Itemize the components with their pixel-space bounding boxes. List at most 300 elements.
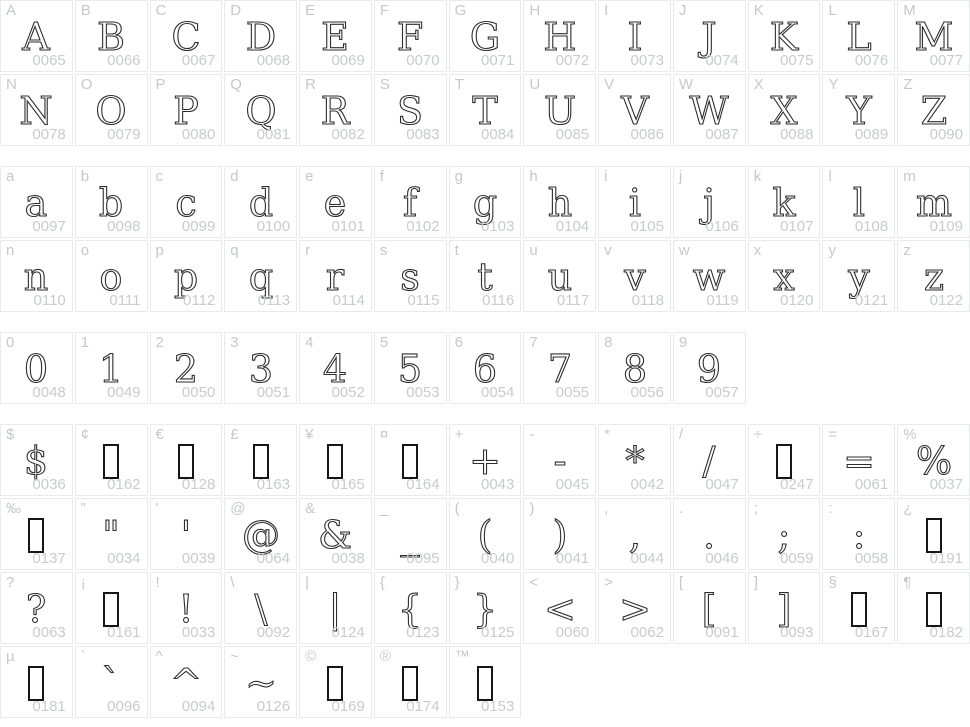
glyph-code: 0182	[929, 624, 963, 641]
glyph-cell-0034	[75, 498, 148, 570]
glyph-code: 0033	[181, 624, 216, 641]
glyph-outline: '	[180, 513, 192, 557]
glyph-code: 0042	[630, 476, 664, 493]
glyph-code: 0153	[481, 698, 515, 715]
glyph-outline: 4	[323, 347, 348, 391]
glyph-code: 0089	[854, 126, 889, 143]
glyph-char-label: =	[828, 426, 838, 443]
glyph-outline: !	[178, 587, 194, 631]
glyph-code: 0163	[256, 476, 291, 493]
glyph-char-label: >	[604, 574, 613, 591]
glyph-code: 0122	[929, 292, 963, 309]
glyph-outline: p	[173, 255, 199, 299]
glyph-cell-0247	[748, 424, 821, 496]
glyph-char-label: 5	[379, 334, 389, 351]
glyph-cell-0098	[75, 166, 148, 238]
glyph-cell-0041	[523, 498, 596, 570]
glyph-cell-0104	[523, 166, 596, 238]
glyph-cell-0053	[374, 332, 447, 404]
glyph-outline: (	[477, 513, 493, 557]
glyph-outline: I	[627, 15, 643, 59]
glyph-char-label: Y	[828, 76, 839, 93]
glyph-code: 0039	[181, 550, 216, 567]
glyph-outline: a	[25, 181, 48, 225]
glyph-code: 0088	[780, 126, 814, 143]
glyph-char-label: ^	[155, 648, 163, 665]
glyph-cell-0118	[598, 240, 671, 312]
glyph-char-label: ¿	[903, 500, 913, 517]
glyph-code: 0109	[929, 218, 963, 235]
glyph-code: 0051	[256, 384, 291, 401]
glyph-cell-0079	[75, 74, 148, 146]
glyph-code: 0117	[556, 292, 590, 309]
glyph-code: 0084	[481, 126, 515, 143]
glyph-char-label: S	[379, 76, 390, 93]
glyph-outline: y	[848, 255, 870, 299]
glyph-char-label: N	[6, 76, 17, 93]
glyph-outline: j	[703, 181, 716, 225]
glyph-code: 0081	[256, 126, 291, 143]
glyph-outline: L	[846, 15, 872, 59]
glyph-outline: x	[773, 255, 795, 299]
glyph-cell-0106	[673, 166, 746, 238]
glyph-char-label: J	[678, 2, 687, 19]
glyph-code: 0126	[256, 698, 291, 715]
glyph-outline: n	[24, 255, 49, 299]
glyph-cell-0110	[0, 240, 73, 312]
glyph-code: 0101	[331, 218, 365, 235]
glyph-cell-0088	[748, 74, 821, 146]
glyph-outline: @	[241, 513, 280, 557]
glyph-code: 0044	[630, 550, 664, 567]
glyph-code: 0191	[929, 550, 963, 567]
glyph-char-label: {	[379, 574, 385, 591]
glyph-char-label: [	[678, 574, 684, 591]
glyph-code: 0052	[331, 384, 365, 401]
glyph-cell-0064	[224, 498, 297, 570]
glyph-code: 0063	[32, 624, 66, 641]
glyph-char-label: k	[753, 168, 762, 185]
glyph-char-label: H	[529, 2, 541, 19]
glyph-cell-0121	[822, 240, 895, 312]
glyph-outline: =	[842, 439, 875, 483]
missing-glyph-box-icon	[103, 592, 119, 627]
glyph-block-uppercase	[0, 0, 970, 146]
glyph-cell-0091	[673, 572, 746, 644]
glyph-char-label: .	[678, 500, 684, 517]
glyph-outline: F	[397, 15, 424, 59]
glyph-code: 0038	[331, 550, 365, 567]
glyph-char-label: \	[230, 574, 235, 591]
glyph-cell-0107	[748, 166, 821, 238]
glyph-char-label: W	[678, 76, 694, 93]
glyph-outline: [	[701, 587, 717, 631]
glyph-char-label: 6	[454, 334, 463, 351]
glyph-cell-0080	[150, 74, 223, 146]
glyph-cell-0058	[822, 498, 895, 570]
glyph-outline: h	[547, 181, 572, 225]
glyph-char-label: g	[454, 168, 463, 185]
glyph-outline: U	[543, 89, 576, 133]
glyph-cell-0128	[150, 424, 223, 496]
glyph-code: 0124	[331, 624, 365, 641]
glyph-char-label: ®	[379, 648, 391, 665]
glyph-outline: ?	[26, 587, 47, 631]
glyph-code: 0098	[107, 218, 141, 235]
glyph-code: 0093	[780, 624, 814, 641]
glyph-outline: s	[400, 255, 420, 299]
glyph-code: 0106	[705, 218, 739, 235]
glyph-char-label: B	[80, 2, 91, 19]
glyph-outline: 8	[622, 347, 647, 391]
glyph-char-label: 7	[529, 334, 538, 351]
glyph-char-label: j	[678, 168, 683, 185]
glyph-cell-0068	[224, 0, 297, 72]
glyph-outline: u	[547, 255, 572, 299]
glyph-outline: R	[321, 89, 350, 133]
glyph-cell-0070	[374, 0, 447, 72]
glyph-cell-0100	[224, 166, 297, 238]
glyph-cell-0111	[75, 240, 148, 312]
missing-glyph-box-icon	[28, 518, 44, 553]
glyph-outline: c	[175, 181, 197, 225]
glyph-char-label: ¢	[80, 426, 90, 443]
glyph-char-label: 3	[230, 334, 239, 351]
glyph-char-label: '	[155, 500, 159, 517]
glyph-cell-0046	[673, 498, 746, 570]
glyph-outline: m	[915, 181, 952, 225]
glyph-char-label: G	[454, 2, 467, 19]
glyph-char-label: x	[753, 242, 762, 259]
glyph-code: 0085	[555, 126, 590, 143]
glyph-cell-0052	[299, 332, 372, 404]
glyph-cell-0051	[224, 332, 297, 404]
glyph-code: 0059	[780, 550, 814, 567]
glyph-char-label: V	[604, 76, 615, 93]
glyph-code: 0097	[32, 218, 66, 235]
glyph-cell-0065	[0, 0, 73, 72]
glyph-code: 0103	[481, 218, 515, 235]
glyph-cell-0096	[75, 646, 148, 718]
glyph-outline: H	[543, 15, 577, 59]
glyph-outline: q	[248, 255, 273, 299]
glyph-outline: 0	[24, 347, 49, 391]
glyph-cell-0067	[150, 0, 223, 72]
glyph-outline: f	[403, 181, 418, 225]
glyph-char-label: y	[828, 242, 836, 259]
glyph-cell-0044	[598, 498, 671, 570]
glyph-char-label: 2	[155, 334, 164, 351]
glyph-cell-0062	[598, 572, 671, 644]
glyph-char-label: ™	[454, 648, 470, 665]
glyph-outline: D	[245, 15, 276, 59]
glyph-char-label: E	[305, 2, 316, 19]
glyph-code: 0125	[481, 624, 515, 641]
glyph-cell-0164	[374, 424, 447, 496]
glyph-char-label: p	[155, 242, 164, 259]
glyph-code: 0110	[33, 292, 66, 309]
glyph-cell-0103	[449, 166, 522, 238]
glyph-outline: ;	[777, 513, 791, 557]
glyph-char-label: R	[305, 76, 316, 93]
glyph-code: 0077	[929, 52, 963, 69]
glyph-cell-0061	[822, 424, 895, 496]
glyph-outline: ]	[776, 587, 792, 631]
glyph-char-label: +	[454, 426, 464, 443]
glyph-char-label: )	[529, 500, 535, 517]
glyph-outline: &	[318, 513, 353, 557]
glyph-outline: t	[477, 255, 493, 299]
glyph-char-label: |	[305, 574, 309, 591]
glyph-cell-0109	[897, 166, 970, 238]
missing-glyph-box-icon	[477, 666, 493, 701]
glyph-code: 0043	[481, 476, 515, 493]
glyph-code: 0099	[181, 218, 216, 235]
glyph-code: 0090	[929, 126, 963, 143]
glyph-code: 0086	[630, 126, 664, 143]
glyph-char-label: ¤	[379, 426, 389, 443]
glyph-cell-0191	[897, 498, 970, 570]
glyph-cell-0125	[449, 572, 522, 644]
glyph-block-symbols	[0, 424, 970, 718]
glyph-outline: P	[173, 89, 199, 133]
glyph-cell-0181	[0, 646, 73, 718]
missing-glyph-box-icon	[402, 666, 418, 701]
glyph-cell-0078	[0, 74, 73, 146]
glyph-outline: 6	[472, 347, 498, 391]
glyph-cell-0108	[822, 166, 895, 238]
glyph-char-label: /	[678, 426, 684, 443]
glyph-code: 0128	[181, 476, 216, 493]
glyph-char-label: *	[604, 426, 610, 443]
glyph-outline: K	[769, 15, 799, 59]
glyph-outline: k	[772, 181, 796, 225]
glyph-outline: 5	[398, 347, 423, 391]
glyph-cell-0074	[673, 0, 746, 72]
glyph-char-label: £	[230, 426, 239, 443]
glyph-code: 0066	[107, 52, 141, 69]
glyph-cell-0087	[673, 74, 746, 146]
glyph-cell-0072	[523, 0, 596, 72]
glyph-char-label: A	[6, 2, 17, 19]
glyph-outline: 1	[99, 347, 124, 391]
glyph-cell-0101	[299, 166, 372, 238]
glyph-cell-0165	[299, 424, 372, 496]
glyph-cell-0075	[748, 0, 821, 72]
glyph-char-label: @	[230, 500, 246, 517]
glyph-cell-0113	[224, 240, 297, 312]
glyph-code: 0118	[631, 292, 664, 309]
glyph-outline: ~	[244, 661, 277, 705]
glyph-char-label: h	[529, 168, 538, 185]
missing-glyph-box-icon	[103, 444, 119, 479]
glyph-code: 0096	[107, 698, 141, 715]
glyph-outline: )	[552, 513, 568, 557]
glyph-outline: \	[254, 587, 268, 631]
missing-glyph-box-icon	[926, 592, 942, 627]
glyph-outline: <	[543, 587, 576, 631]
glyph-char-label: ÷	[753, 426, 762, 443]
glyph-cell-0073	[598, 0, 671, 72]
glyph-code: 0072	[555, 52, 590, 69]
glyph-outline: /	[702, 439, 716, 483]
glyph-cell-0126	[224, 646, 297, 718]
missing-glyph-box-icon	[327, 444, 343, 479]
glyph-char-label: s	[379, 242, 388, 259]
glyph-outline: $	[24, 439, 49, 483]
glyph-outline: g	[472, 181, 498, 225]
glyph-code: 0100	[256, 218, 291, 235]
glyph-code: 0040	[481, 550, 515, 567]
glyph-char-label: ,	[604, 500, 609, 517]
glyph-cell-0162	[75, 424, 148, 496]
glyph-code: 0115	[407, 292, 440, 309]
glyph-code: 0069	[331, 52, 365, 69]
glyph-code: 0092	[256, 624, 291, 641]
glyph-code: 0167	[854, 624, 889, 641]
glyph-code: 0116	[482, 292, 515, 309]
glyph-char-label: µ	[6, 648, 15, 665]
glyph-outline: A	[22, 15, 51, 59]
glyph-code: 0123	[406, 624, 440, 641]
glyph-char-label: a	[6, 168, 15, 185]
glyph-cell-0119	[673, 240, 746, 312]
glyph-char-label: 0	[6, 334, 15, 351]
glyph-code: 0137	[32, 550, 66, 567]
glyph-char-label: D	[230, 2, 242, 19]
glyph-cell-0120	[748, 240, 821, 312]
glyph-char-label: :	[828, 500, 833, 517]
glyph-cell-0069	[299, 0, 372, 72]
glyph-outline: -	[553, 439, 567, 483]
glyph-outline: O	[95, 89, 127, 133]
glyph-cell-0094	[150, 646, 223, 718]
missing-glyph-box-icon	[776, 444, 792, 479]
glyph-code: 0055	[555, 384, 590, 401]
glyph-char-label: %	[903, 426, 917, 443]
glyph-outline: 2	[173, 347, 198, 391]
glyph-outline: l	[852, 181, 865, 225]
glyph-char-label: ?	[6, 574, 15, 591]
glyph-cell-0037	[897, 424, 970, 496]
glyph-char-label: `	[80, 648, 86, 665]
glyph-outline: W	[689, 89, 729, 133]
glyph-outline: .	[703, 513, 716, 557]
glyph-cell-0056	[598, 332, 671, 404]
glyph-char-label: ¡	[80, 574, 86, 591]
glyph-code: 0067	[181, 52, 216, 69]
glyph-outline: %	[915, 439, 952, 483]
glyph-char-label: ~	[230, 648, 240, 665]
glyph-outline: r	[326, 255, 345, 299]
glyph-char-label: I	[604, 2, 609, 19]
glyph-outline: |	[329, 587, 342, 631]
glyph-code: 0073	[630, 52, 664, 69]
glyph-char-label: $	[6, 426, 15, 443]
glyph-char-label: &	[305, 500, 316, 517]
glyph-char-label: n	[6, 242, 15, 259]
glyph-code: 0041	[555, 550, 590, 567]
glyph-char-label: ¥	[305, 426, 314, 443]
glyph-char-label: o	[80, 242, 90, 259]
glyph-code: 0169	[331, 698, 365, 715]
glyph-code: 0034	[107, 550, 141, 567]
glyph-cell-0115	[374, 240, 447, 312]
glyph-code: 0053	[406, 384, 440, 401]
glyph-char-label: X	[753, 76, 764, 93]
glyph-outline: N	[19, 89, 53, 133]
glyph-outline: E	[321, 15, 350, 59]
glyph-cell-0093	[748, 572, 821, 644]
glyph-code: 0071	[481, 52, 515, 69]
glyph-char-label: 8	[604, 334, 613, 351]
glyph-code: 0119	[706, 292, 739, 309]
glyph-code: 0054	[481, 384, 515, 401]
glyph-cell-0086	[598, 74, 671, 146]
glyph-outline: C	[171, 15, 201, 59]
glyph-code: 0181	[32, 698, 66, 715]
glyph-cell-0039	[150, 498, 223, 570]
glyph-char-label: q	[230, 242, 239, 259]
glyph-char-label: b	[80, 168, 90, 185]
glyph-code: 0094	[181, 698, 216, 715]
glyph-cell-0105	[598, 166, 671, 238]
glyph-outline: }	[472, 587, 498, 631]
glyph-char-label: t	[454, 242, 459, 259]
glyph-cell-0083	[374, 74, 447, 146]
glyph-char-label: "	[80, 500, 87, 517]
glyph-outline: 3	[248, 347, 273, 391]
glyph-outline: Y	[846, 89, 872, 133]
glyph-cell-0085	[523, 74, 596, 146]
glyph-char-label: ‰	[6, 500, 21, 517]
glyph-code: 0161	[107, 624, 141, 641]
glyph-cell-0057	[673, 332, 746, 404]
glyph-code: 0068	[256, 52, 291, 69]
glyph-outline: J	[701, 15, 717, 59]
glyph-outline: v	[623, 255, 646, 299]
missing-glyph-box-icon	[28, 666, 44, 701]
glyph-code: 0164	[406, 476, 440, 493]
glyph-char-label: _	[379, 500, 389, 517]
glyph-char-label: l	[828, 168, 832, 185]
glyph-code: 0065	[32, 52, 66, 69]
missing-glyph-box-icon	[402, 444, 418, 479]
glyph-outline: Q	[245, 89, 277, 133]
missing-glyph-box-icon	[327, 666, 343, 701]
glyph-char-label: Q	[230, 76, 242, 93]
glyph-cell-0099	[150, 166, 223, 238]
glyph-cell-0089	[822, 74, 895, 146]
glyph-code: 0080	[181, 126, 216, 143]
glyph-cell-0045	[523, 424, 596, 496]
glyph-char-label: d	[230, 168, 239, 185]
glyph-code: 0058	[854, 550, 889, 567]
glyph-cell-0124	[299, 572, 372, 644]
glyph-code: 0049	[107, 384, 141, 401]
glyph-char-label: u	[529, 242, 538, 259]
glyph-code: 0087	[705, 126, 739, 143]
glyph-char-label: <	[529, 574, 539, 591]
glyph-cell-0033	[150, 572, 223, 644]
glyph-code: 0074	[705, 52, 739, 69]
glyph-char-label: v	[604, 242, 612, 259]
glyph-cell-0076	[822, 0, 895, 72]
glyph-cell-0036	[0, 424, 73, 496]
glyph-code: 0247	[780, 476, 814, 493]
glyph-char-label: ]	[753, 574, 758, 591]
glyph-char-label: §	[828, 574, 837, 591]
